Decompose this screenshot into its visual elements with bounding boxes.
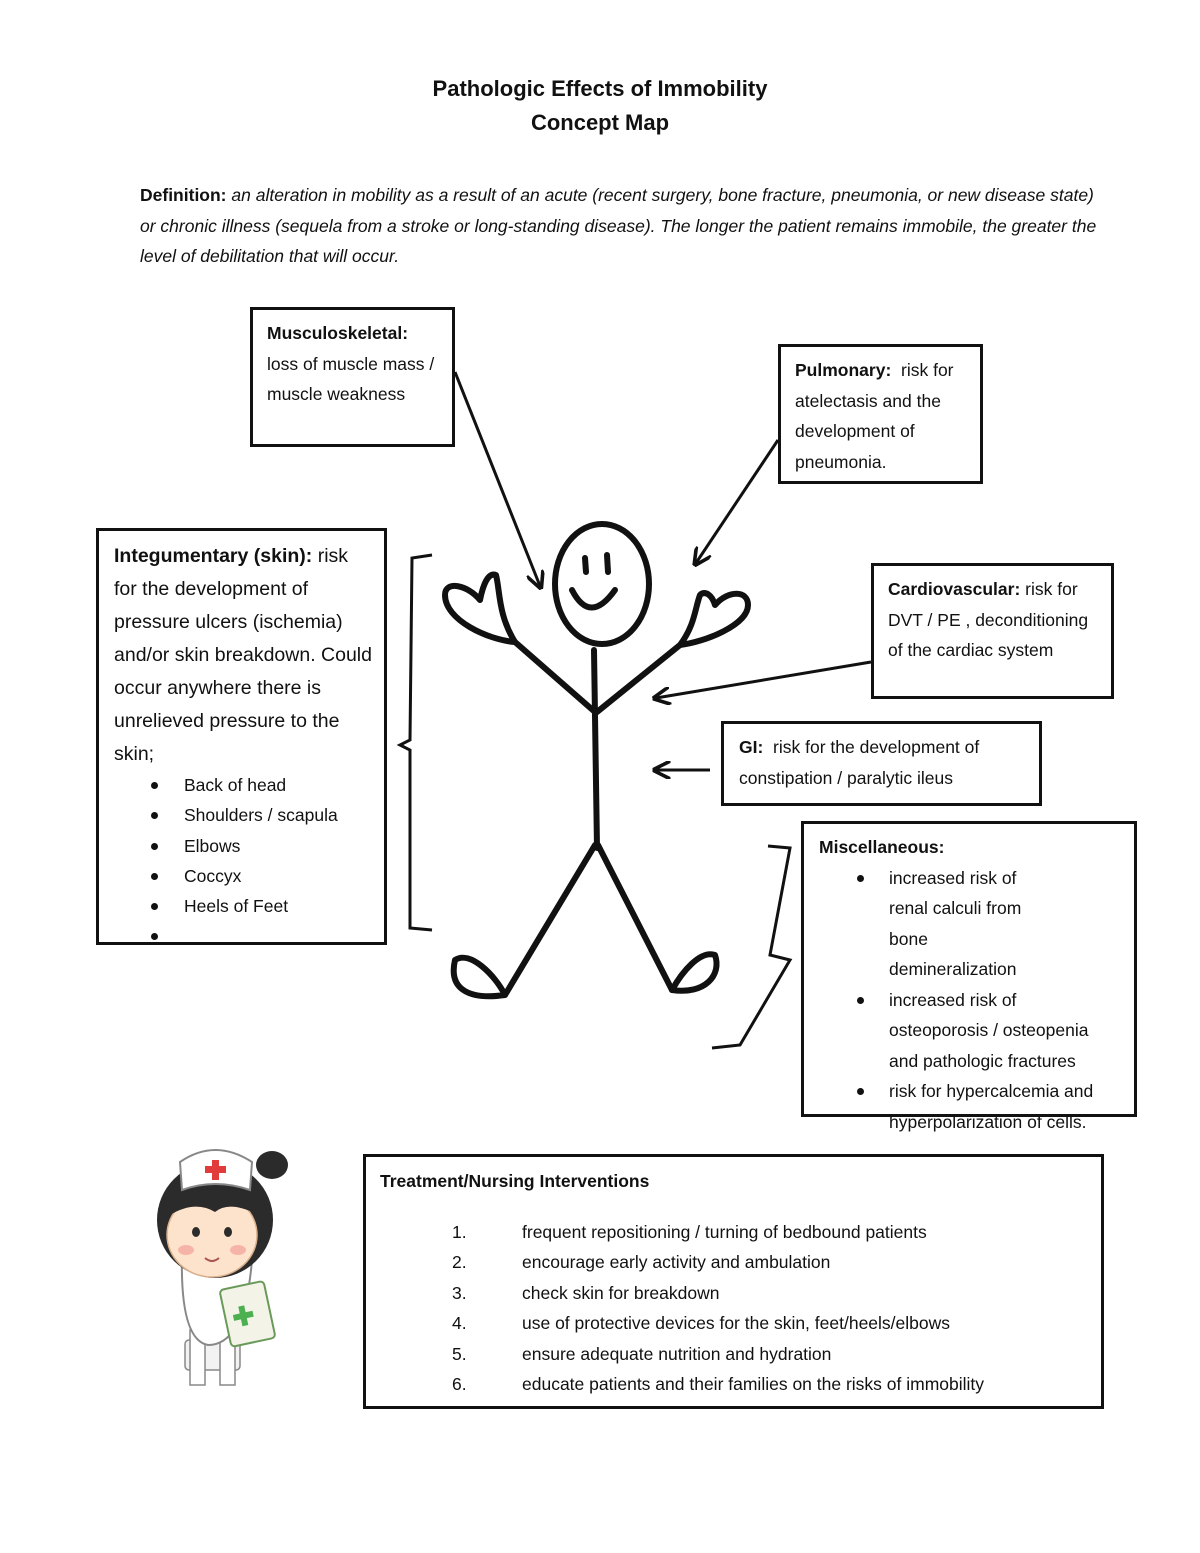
list-item bbox=[380, 1278, 1101, 1309]
arrow-pulmonary bbox=[696, 440, 778, 563]
list-item bbox=[380, 1217, 1101, 1248]
stick-figure-left-leg bbox=[505, 845, 595, 995]
gi-label: GI: bbox=[739, 737, 764, 757]
integumentary-text: risk for the development of pressure ulcers (ischemia) and/or skin breakdown. Could occur anywhere there is unrelieved pressure to the skin; bbox=[114, 545, 372, 765]
list-item: increased risk of renal calculi from bone demineralization bbox=[819, 863, 1129, 985]
stick-figure-head bbox=[555, 524, 649, 644]
list-number: 2. bbox=[452, 1252, 467, 1272]
list-item: Coccyx bbox=[114, 861, 384, 891]
stick-figure-left-arm bbox=[515, 642, 595, 712]
bracket-miscellaneous bbox=[712, 846, 790, 1048]
list-number: 4. bbox=[452, 1313, 467, 1333]
page-title: Pathologic Effects of Immobility bbox=[432, 76, 768, 101]
list-number: 5. bbox=[452, 1343, 467, 1364]
list-item-empty bbox=[114, 921, 384, 951]
cardiovascular-box bbox=[871, 563, 1114, 699]
list-item bbox=[380, 1308, 1101, 1339]
miscellaneous-list bbox=[819, 863, 1129, 1138]
miscellaneous-label: Miscellaneous: bbox=[819, 837, 945, 857]
arrow-musculoskeletal bbox=[455, 372, 540, 586]
list-number: 1. bbox=[452, 1221, 467, 1242]
cardiovascular-label: Cardiovascular: bbox=[888, 579, 1021, 599]
list-item bbox=[380, 1339, 1101, 1370]
list-text: encourage early activity and ambulation bbox=[522, 1252, 831, 1272]
stick-figure-right-arm bbox=[597, 645, 680, 712]
musculoskeletal-label: Musculoskeletal: bbox=[267, 323, 409, 343]
gi-text: risk for the development of constipation / paralytic ileus bbox=[739, 737, 985, 788]
pulmonary-label: Pulmonary: bbox=[795, 360, 892, 380]
nurse-illustration bbox=[157, 1150, 288, 1385]
stick-figure-right-eye bbox=[607, 555, 608, 572]
list-text: use of protective devices for the skin, feet/heels/elbows bbox=[522, 1313, 951, 1333]
stick-figure bbox=[445, 524, 748, 996]
treatment-label: Treatment/Nursing Interventions bbox=[380, 1171, 650, 1191]
stick-figure-right-leg bbox=[598, 845, 672, 990]
list-text: frequent repositioning / turning of bedbound patients bbox=[522, 1221, 927, 1242]
stick-figure-right-foot bbox=[672, 954, 717, 990]
list-item: Heels of Feet bbox=[114, 891, 384, 921]
cardiovascular-text: risk for DVT / PE , deconditioning of the cardiac system bbox=[888, 579, 1089, 660]
stick-figure-smile bbox=[572, 590, 615, 608]
page-subtitle: Concept Map bbox=[530, 110, 670, 135]
pressure-sites-list bbox=[114, 770, 384, 951]
integumentary-box bbox=[96, 528, 387, 945]
musculoskeletal-box bbox=[250, 307, 455, 447]
musculoskeletal-text: loss of muscle mass / muscle weakness bbox=[267, 353, 435, 404]
list-item: increased risk of osteoporosis / osteopenia and pathologic fractures bbox=[819, 985, 1129, 1077]
list-item bbox=[380, 1247, 1101, 1278]
list-number: 6. bbox=[452, 1374, 467, 1394]
arrow-cardiovascular bbox=[656, 662, 871, 698]
list-number: 3. bbox=[452, 1282, 467, 1303]
definition-label: Definition: bbox=[140, 185, 227, 205]
stick-figure-left-foot bbox=[454, 958, 505, 997]
stick-figure-right-hand bbox=[680, 593, 748, 645]
list-item: Elbows bbox=[114, 831, 384, 861]
bracket-integumentary bbox=[400, 555, 432, 930]
list-text: ensure adequate nutrition and hydration bbox=[522, 1343, 832, 1364]
list-text: educate patients and their families on the risks of immobility bbox=[522, 1374, 985, 1394]
pulmonary-text: risk for atelectasis and the development of pneumonia. bbox=[795, 360, 959, 472]
treatment-box bbox=[363, 1154, 1104, 1409]
list-item bbox=[380, 1369, 1101, 1400]
stick-figure-left-hand bbox=[445, 575, 515, 642]
definition-text: an alteration in mobility as a result of an acute (recent surgery, bone fracture, pneumonia, or new disease state) or chronic illness (sequela from a stroke or long-standing disease). The longer the patient remains immobile, the greater the level of debilitation that will occur. bbox=[140, 185, 1097, 266]
treatment-list bbox=[380, 1217, 1101, 1400]
pulmonary-box bbox=[778, 344, 983, 484]
list-item: risk for hypercalcemia and hyperpolarization of cells. bbox=[819, 1076, 1129, 1137]
gi-box bbox=[721, 721, 1042, 806]
miscellaneous-box bbox=[801, 821, 1137, 1132]
list-text: check skin for breakdown bbox=[522, 1282, 720, 1303]
list-item: Shoulders / scapula bbox=[114, 800, 384, 830]
integumentary-label: Integumentary (skin): bbox=[114, 545, 313, 567]
stick-figure-body bbox=[594, 650, 597, 848]
list-item: Back of head bbox=[114, 770, 384, 800]
stick-figure-left-eye bbox=[585, 558, 586, 572]
